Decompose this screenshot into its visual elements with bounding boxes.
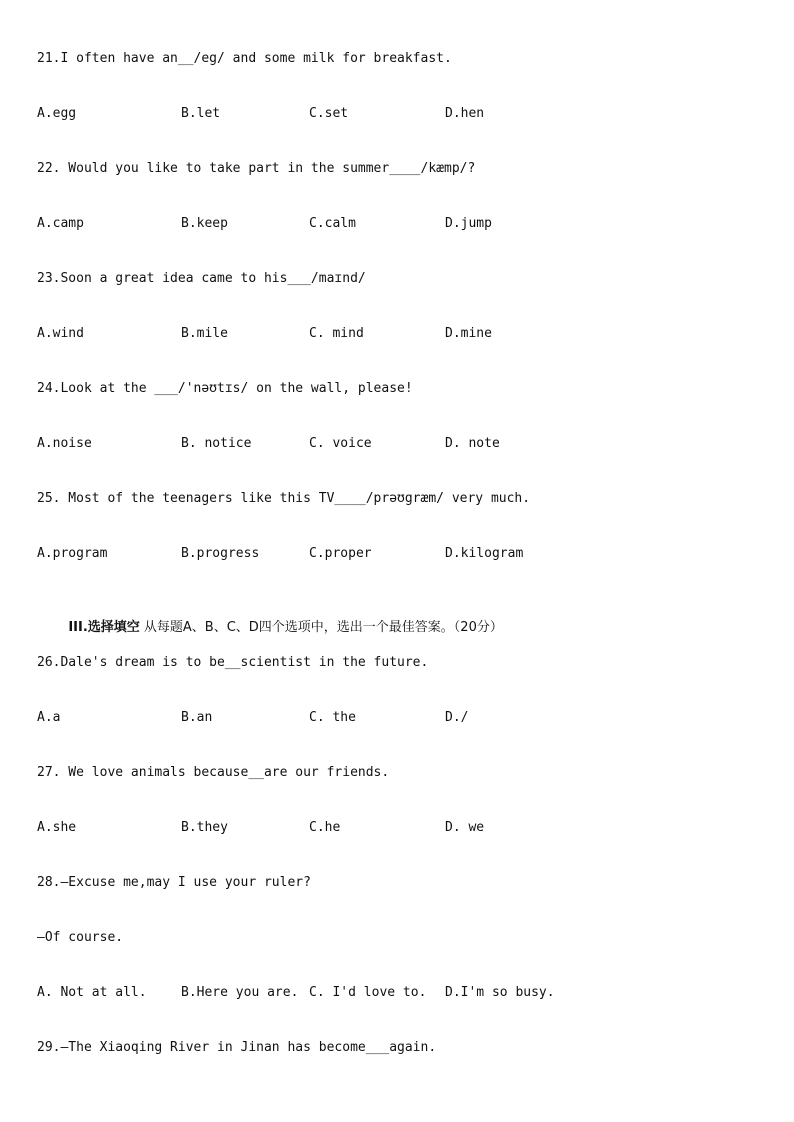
question-24: 24.Look at the ___/'nəʊtɪs/ on the wall, please!: [37, 381, 413, 396]
options-21: [37, 104, 737, 124]
section-title: III.选择填空: [68, 620, 140, 635]
question-29: 29.—The Xiaoqing River in Jinan has become___again.: [37, 1040, 437, 1055]
options-27: [37, 818, 737, 838]
option-c: C.he: [309, 820, 341, 835]
option-a: A.noise: [37, 436, 92, 451]
option-a: A.egg: [37, 106, 77, 121]
question-28: 28.—Excuse me,may I use your ruler?: [37, 875, 311, 890]
option-b: B.they: [181, 820, 228, 835]
option-b: B. notice: [181, 436, 252, 451]
option-d: D. we: [445, 820, 485, 835]
option-c: C.calm: [309, 216, 356, 231]
option-a: A.program: [37, 546, 108, 561]
option-a: A.wind: [37, 326, 84, 341]
option-d: D.jump: [445, 216, 492, 231]
question-21: 21.I often have an__/eg/ and some milk for breakfast.: [37, 51, 452, 66]
option-b: B.an: [181, 710, 213, 725]
option-c: C.set: [309, 106, 349, 121]
option-b: B.let: [181, 106, 221, 121]
option-c: C. voice: [309, 436, 372, 451]
question-23: 23.Soon a great idea came to his___/maɪnd/: [37, 271, 366, 286]
question-27: 27. We love animals because__are our friends.: [37, 765, 390, 780]
option-d: D.mine: [445, 326, 492, 341]
section-heading: [37, 598, 503, 635]
options-25: [37, 544, 737, 564]
question-25: 25. Most of the teenagers like this TV____/prəʊgræm/ very much.: [37, 491, 531, 506]
options-22: [37, 214, 737, 234]
option-a: A.camp: [37, 216, 84, 231]
option-d: D. note: [445, 436, 500, 451]
options-28: [37, 983, 737, 1003]
option-a: A.she: [37, 820, 77, 835]
option-c: C. the: [309, 710, 356, 725]
option-c: C. mind: [309, 326, 364, 341]
option-c: C.proper: [309, 546, 372, 561]
option-d: D.kilogram: [445, 546, 524, 561]
option-a: A.a: [37, 710, 61, 725]
options-26: [37, 708, 737, 728]
question-22: 22. Would you like to take part in the summer____/kæmp/?: [37, 161, 476, 176]
section-instructions: 从每题A、B、C、D四个选项中，选出一个最佳答案。（20分）: [139, 620, 503, 635]
option-b: B.progress: [181, 546, 260, 561]
option-d: D./: [445, 710, 469, 725]
option-b: B.mile: [181, 326, 228, 341]
option-c: C. I'd love to.: [309, 985, 427, 1000]
question-26: 26.Dale's dream is to be__scientist in the future.: [37, 655, 429, 670]
option-b: B.Here you are.: [181, 985, 299, 1000]
option-d: D.I'm so busy.: [445, 985, 555, 1000]
option-b: B.keep: [181, 216, 228, 231]
option-a: A. Not at all.: [37, 985, 147, 1000]
question-28-reply: —Of course.: [37, 930, 124, 945]
option-d: D.hen: [445, 106, 485, 121]
options-23: [37, 324, 737, 344]
options-24: [37, 434, 737, 454]
